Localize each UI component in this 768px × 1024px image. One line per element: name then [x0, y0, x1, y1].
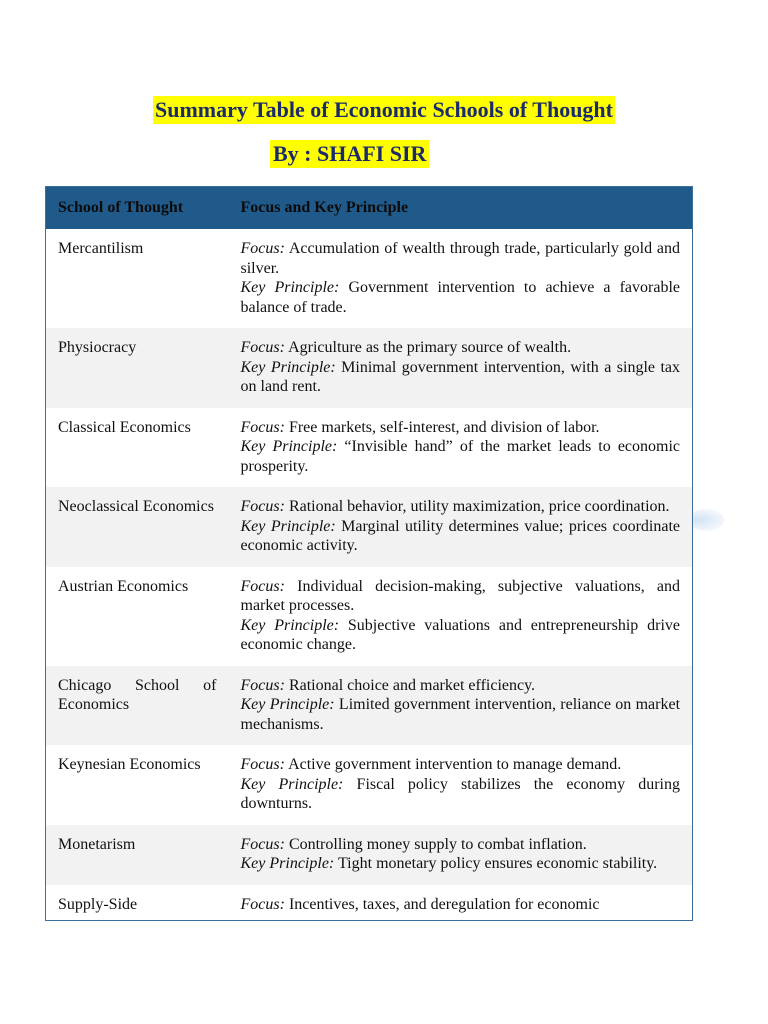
table-row: [46, 666, 693, 746]
focus-text: Individual decision-making, subjective valuations, and market processes.: [240, 577, 681, 614]
header-school-of-thought: School of Thought: [46, 187, 229, 230]
focus-line: [241, 835, 681, 855]
school-name: Austrian Economics: [46, 567, 229, 666]
school-name: Chicago School of Economics: [46, 666, 229, 746]
key-principle-text: Tight monetary policy ensures economic stability.: [337, 855, 658, 872]
school-name: Neoclassical Economics: [46, 487, 229, 567]
focus-text: Agriculture as the primary source of wealth.: [288, 339, 572, 356]
focus-text: Active government intervention to manage demand.: [288, 756, 622, 773]
school-name: Mercantilism: [46, 229, 229, 328]
focus-and-principle-cell: [229, 408, 693, 488]
key-principle-label: Key Principle:: [240, 855, 335, 872]
focus-label: Focus:: [240, 418, 285, 436]
focus-line: [241, 239, 681, 278]
focus-label: Focus:: [240, 835, 285, 853]
focus-text: Controlling money supply to combat inflation.: [288, 835, 587, 853]
school-name: Monetarism: [46, 825, 229, 885]
table-row: [46, 229, 693, 328]
key-principle-text: Minimal government intervention, with a single tax on land rent.: [240, 358, 681, 395]
focus-line: [241, 895, 681, 915]
focus-line: [241, 338, 681, 358]
school-name: Keynesian Economics: [46, 745, 229, 825]
key-principle-text: Marginal utility determines value; prices coordinate economic activity.: [240, 517, 681, 554]
title-wrapper: [0, 96, 768, 124]
focus-text: Rational behavior, utility maximization, price coordination.: [288, 498, 670, 515]
focus-label: Focus:: [240, 339, 285, 356]
principle-line: [241, 616, 681, 655]
focus-and-principle-cell: [229, 328, 693, 408]
principle-line: [241, 775, 681, 814]
economic-schools-table: [45, 186, 693, 921]
focus-label: Focus:: [240, 240, 285, 257]
principle-line: [241, 358, 681, 397]
key-principle-label: Key Principle:: [240, 696, 335, 713]
focus-line: [241, 755, 681, 775]
document-title: Summary Table of Economic Schools of Thought: [154, 97, 613, 122]
key-principle-text: Government intervention to achieve a favorable balance of trade.: [240, 279, 680, 316]
focus-and-principle-cell: [229, 229, 693, 328]
focus-and-principle-cell: [229, 885, 693, 921]
school-name: Classical Economics: [46, 408, 229, 488]
key-principle-label: Key Principle:: [240, 517, 336, 535]
principle-line: [241, 695, 681, 734]
key-principle-label: Key Principle:: [240, 775, 344, 793]
principle-line: [241, 278, 681, 317]
principle-line: [241, 517, 681, 556]
focus-line: [241, 577, 681, 616]
key-principle-label: Key Principle:: [240, 616, 340, 634]
focus-label: Focus:: [240, 577, 285, 595]
focus-text: Accumulation of wealth through trade, particularly gold and silver.: [240, 240, 680, 277]
key-principle-text: Fiscal policy stabilizes the economy during downturns.: [240, 775, 681, 812]
focus-label: Focus:: [240, 676, 285, 694]
focus-line: [241, 497, 681, 517]
focus-label: Focus:: [240, 895, 285, 913]
focus-line: [241, 418, 681, 438]
table-row: [46, 328, 693, 408]
focus-label: Focus:: [240, 498, 285, 515]
focus-and-principle-cell: [229, 567, 693, 666]
key-principle-text: Limited government intervention, reliance on market mechanisms.: [240, 696, 681, 733]
school-name: Supply-Side: [46, 885, 229, 921]
table-row: [46, 885, 693, 921]
focus-line: [241, 676, 681, 696]
principle-line: [241, 437, 681, 476]
focus-text: Free markets, self-interest, and division of labor.: [288, 418, 600, 436]
principle-line: [241, 854, 681, 874]
table-body: [46, 229, 693, 921]
table-row: [46, 745, 693, 825]
table-row: [46, 408, 693, 488]
key-principle-text: Subjective valuations and entrepreneurship drive economic change.: [240, 616, 680, 653]
focus-label: Focus:: [240, 756, 285, 773]
focus-and-principle-cell: [229, 666, 693, 746]
key-principle-label: Key Principle:: [240, 279, 340, 296]
decorative-glow: [688, 509, 724, 531]
focus-text: Incentives, taxes, and deregulation for economic: [288, 895, 600, 913]
table-row: [46, 825, 693, 885]
focus-and-principle-cell: [229, 745, 693, 825]
key-principle-label: Key Principle:: [240, 438, 338, 455]
table-row: [46, 487, 693, 567]
focus-and-principle-cell: [229, 487, 693, 567]
school-name: Physiocracy: [46, 328, 229, 408]
focus-text: Rational choice and market efficiency.: [288, 676, 536, 694]
key-principle-label: Key Principle:: [240, 358, 336, 376]
table-header-row: [46, 187, 693, 230]
table-row: [46, 567, 693, 666]
header-focus-and-key-principle: Focus and Key Principle: [229, 187, 693, 230]
focus-and-principle-cell: [229, 825, 693, 885]
key-principle-text: “Invisible hand” of the market leads to economic prosperity.: [240, 438, 681, 475]
author-line: By : SHAFI SIR: [270, 140, 429, 168]
